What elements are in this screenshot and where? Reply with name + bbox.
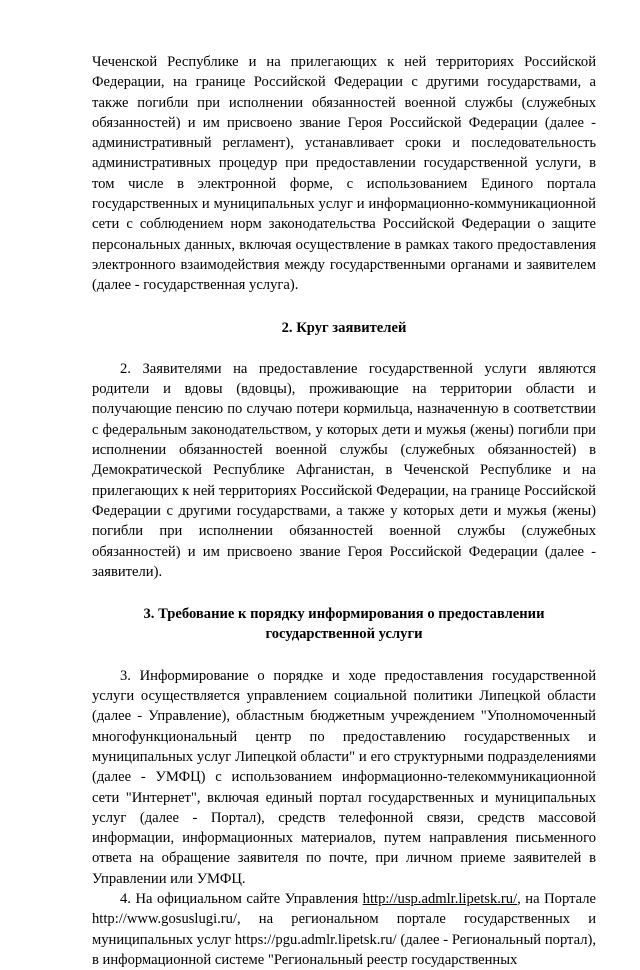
- section-3-heading-line1: 3. Требование к порядку информирования о предоставлении: [143, 606, 545, 623]
- section-2-heading: 2. Круг заявителей: [281, 319, 407, 336]
- paragraph-4-text-start: 4. На официальном сайте Управления: [120, 890, 363, 907]
- spacer: [92, 645, 596, 666]
- section-3-heading: [92, 604, 596, 645]
- spacer: [92, 296, 596, 318]
- intro-paragraph: Чеченской Республике и на прилегающих к ней территориях Российской Федерации, на границе Российской Федерации с другими государствами, а также погибли при исполнении обязанностей военной службы (служебных обязанностей) и им присвоено звание Героя Российской Федерации (далее - административный регламент), устанавливает сроки и последовательность административных процедур при предоставлении государственной услуги, в том числе в электронной форме, с использованием Единого портала государственных и муниципальных услуг и информационно-коммуникационной сети с соблюдением норм законодательства Российской Федерации о защите персональных данных, включая осуществление в рамках такого предоставления электронного взаимодействия между государственными органами и заявителем (далее - государственная услуга).: [92, 54, 596, 294]
- section-3-paragraph-3: 3. Информирование о порядке и ходе предоставления государственной услуги осуществляется управлением социальной политики Липецкой области (далее - Управление), областным бюджетным учреждением "Уполномоченный многофункциональный центр по предоставлению государственных и муниципальных услуг Липецкой области" и его структурными подразделениями (далее - УМФЦ) с использованием информационно-телекоммуникационной сети "Интернет", включая единый портал государственных и муниципальных услуг (далее - Портал), средств телефонной связи, средств массовой информации, информационных материалов, путем направления письменного ответа на обращение заявителя по почте, при личном приеме заявителей в Управлении или УМФЦ.: [92, 667, 596, 887]
- document-page: [92, 52, 596, 970]
- spacer: [92, 338, 596, 359]
- spacer: [92, 582, 596, 604]
- usp-website-link[interactable]: http://usp.admlr.lipetsk.ru/: [362, 890, 518, 907]
- paragraph-4-text-end: , на Портале http://www.gosuslugi.ru/, на региональном портале государственных и муниципальных услуг https://pgu.admlr.lipetsk.ru/ (далее - Региональный портал), в информационной системе "Региональный реестр государственных: [92, 890, 596, 968]
- section-2-paragraph: 2. Заявителями на предоставление государственной услуги являются родители и вдовы (вдовцы), проживающие на территории области и получающие пенсию по случаю потери кормильца, назначенную в соответствии с федеральным законодательством, у которых дети и мужья (жены) погибли при исполнении обязанностей военной службы (служебных обязанностей) в Демократической Республике Афганистан, в Чеченской Республике и на прилегающих к ней территориях Российской Федерации, на границе Российской Федерации с другими государствами, а также у которых дети и мужья (жены) погибли при исполнении обязанностей военной службы (служебных обязанностей) и им присвоено звание Героя Российской Федерации (далее - заявители).: [92, 360, 596, 580]
- section-3-paragraph-4: [92, 889, 596, 970]
- section-3-heading-line2: государственной услуги: [265, 626, 423, 643]
